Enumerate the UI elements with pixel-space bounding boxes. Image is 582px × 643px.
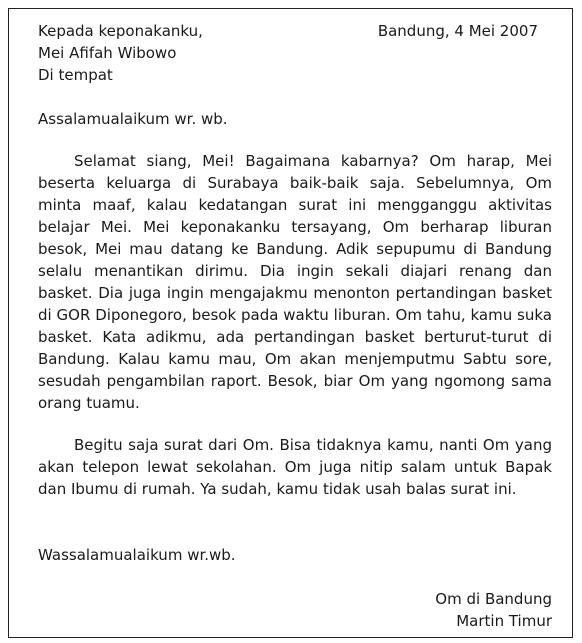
sender-line-1: Om di Bandung — [435, 590, 552, 608]
place-date: Bandung, 4 Mei 2007 — [377, 22, 538, 40]
closing: Wassalamualaikum wr.wb. — [38, 546, 236, 564]
body-paragraph-2: Begitu saja surat dari Om. Bisa tidaknya kamu, nanti Om yang akan telepon lewat sekolahan. Om juga nitip salam untuk Bapak dan Ibumu di rumah. Ya sudah, kamu tidak usah balas surat ini. — [38, 436, 552, 498]
sender-line-2: Martin Timur — [456, 612, 552, 630]
recipient-line-1: Kepada keponakanku, — [38, 22, 203, 40]
body-paragraph-1: Selamat siang, Mei! Bagaimana kabarnya? Om harap, Mei beserta keluarga di Surabaya baik-baik saja. Sebelumnya, Om minta maaf, kalau kedatangan surat ini mengganggu aktivitas belajar Mei. Mei keponakanku tersayang, Om berharap liburan besok, Mei mau datang ke Bandung. Adik sepupumu di Bandung selalu menantikan dirimu. Dia ingin sekali diajari renang dan basket. Dia juga ingin mengajakmu menonton pertandingan basket di GOR Diponegoro, besok pada waktu liburan. Om tahu, kamu suka basket. Kata adikmu, ada pertandingan basket berturut-turut di Bandung. Kalau kamu mau, Om akan menjemputmu Sabtu sore, sesudah pengambilan raport. Besok, biar Om yang ngomong sama orang tuamu. — [38, 152, 552, 412]
recipient-line-3: Di tempat — [38, 66, 113, 84]
greeting: Assalamualaikum wr. wb. — [38, 110, 228, 128]
recipient-line-2: Mei Afifah Wibowo — [38, 44, 177, 62]
